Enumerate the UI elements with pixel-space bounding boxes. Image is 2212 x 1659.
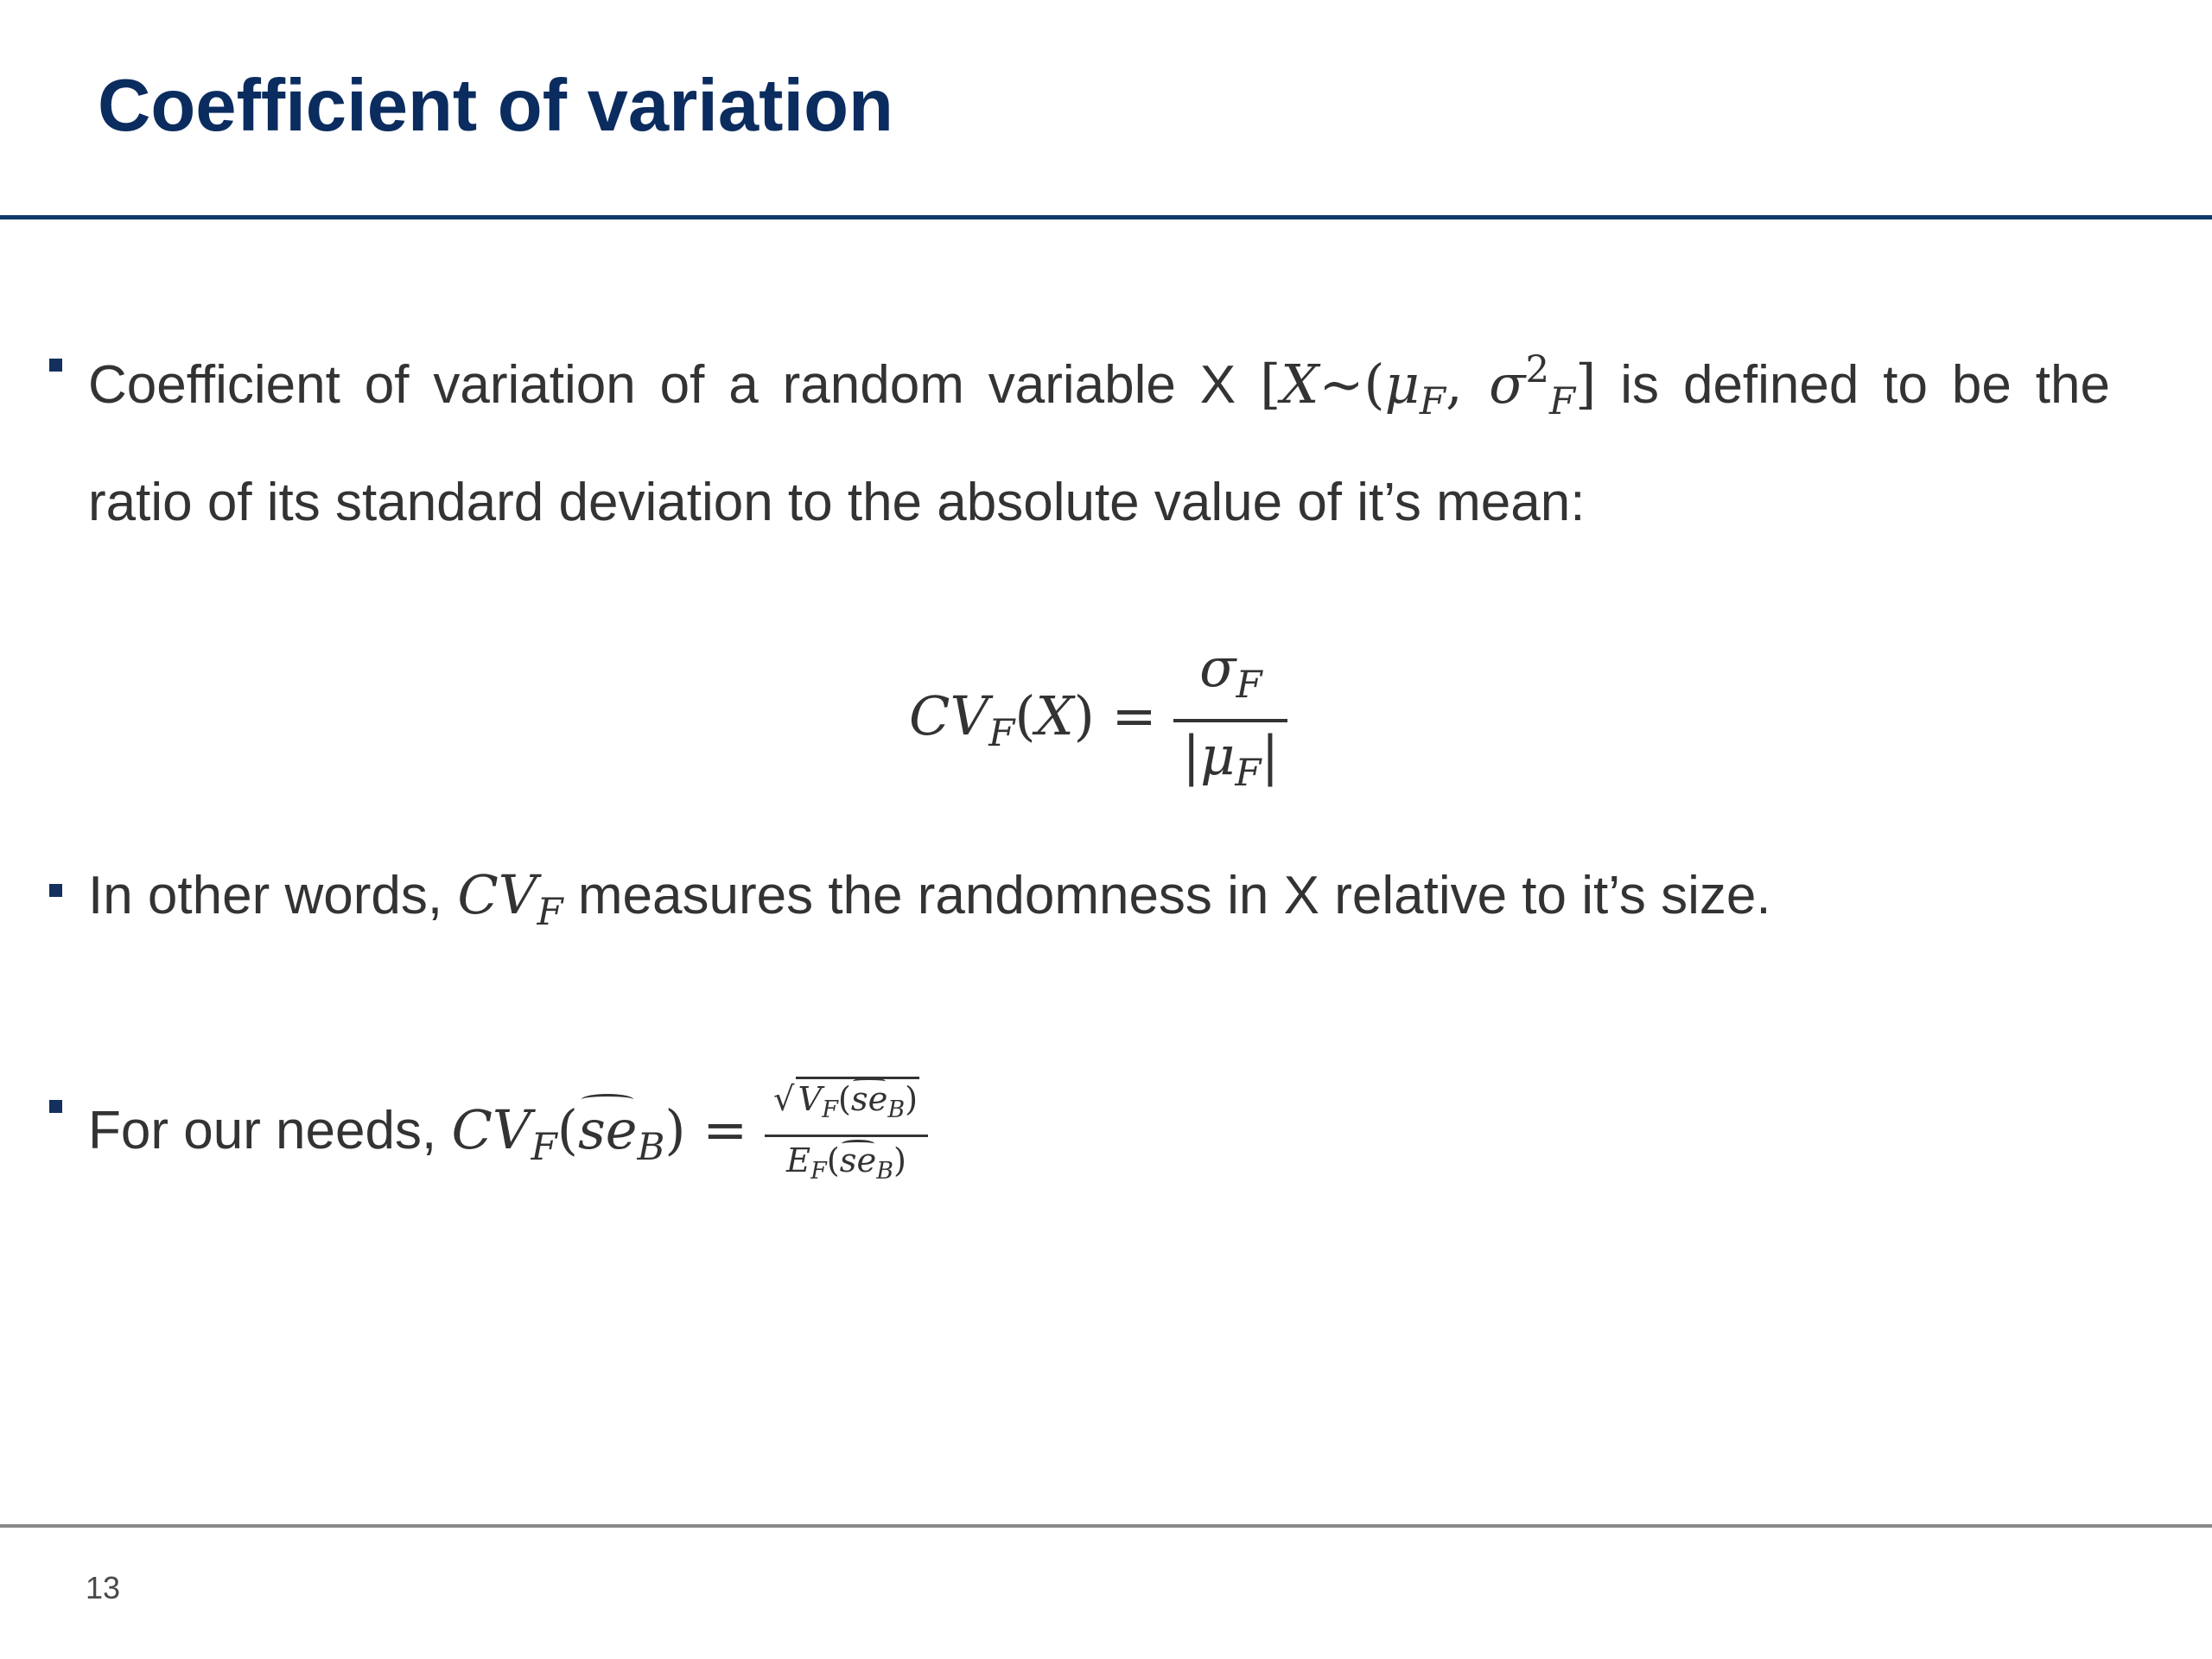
title-divider [0,215,2212,219]
bullet-3-text: For our needs, [88,1101,437,1161]
formula-numerator: $\sigma_F$ [1173,638,1287,722]
bullet-2-text: In other words, [88,866,443,925]
bullet-square-icon [49,1100,62,1113]
bullet-3-line [88,1077,928,1192]
bullet-1-text: Coefficient of variation of a random variable X [88,354,1236,415]
bullet-1-text-continued: is defined to be the [1620,354,2110,415]
bullet-square-icon [49,884,62,897]
slide-title: Coefficient of variation [98,65,893,147]
bullet-2-line [88,861,1771,947]
bullet-1-line-1 [88,335,2110,436]
page-number: 13 [86,1570,121,1605]
formula-denominator: $|\mu_F|$ [1182,724,1280,796]
bullet-1-distribution-formula: [$X\sim(\mu_F$, $\sigma^2_F$] [1260,348,1597,423]
bullet-2-text-continued: measures the randomness in X relative to it’s size. [577,866,1771,925]
bullet-1-line-2: ratio of its standard deviation to the absolute value of it’s mean: [88,473,1586,532]
footer-divider [0,1524,2212,1528]
cv-definition-formula: $CV_F(X)$ = $\frac{\sigma_F}{|\mu_F|}$ [909,638,1287,804]
bullet-square-icon [49,359,62,372]
bullet-3-cv-formula: $CV_F(se_B)$ = $\frac{√ V_F(se_B)}{E_F(se_B)}$ [451,1098,928,1161]
bullet-2-cv-symbol: $CV_F$ [457,863,563,935]
